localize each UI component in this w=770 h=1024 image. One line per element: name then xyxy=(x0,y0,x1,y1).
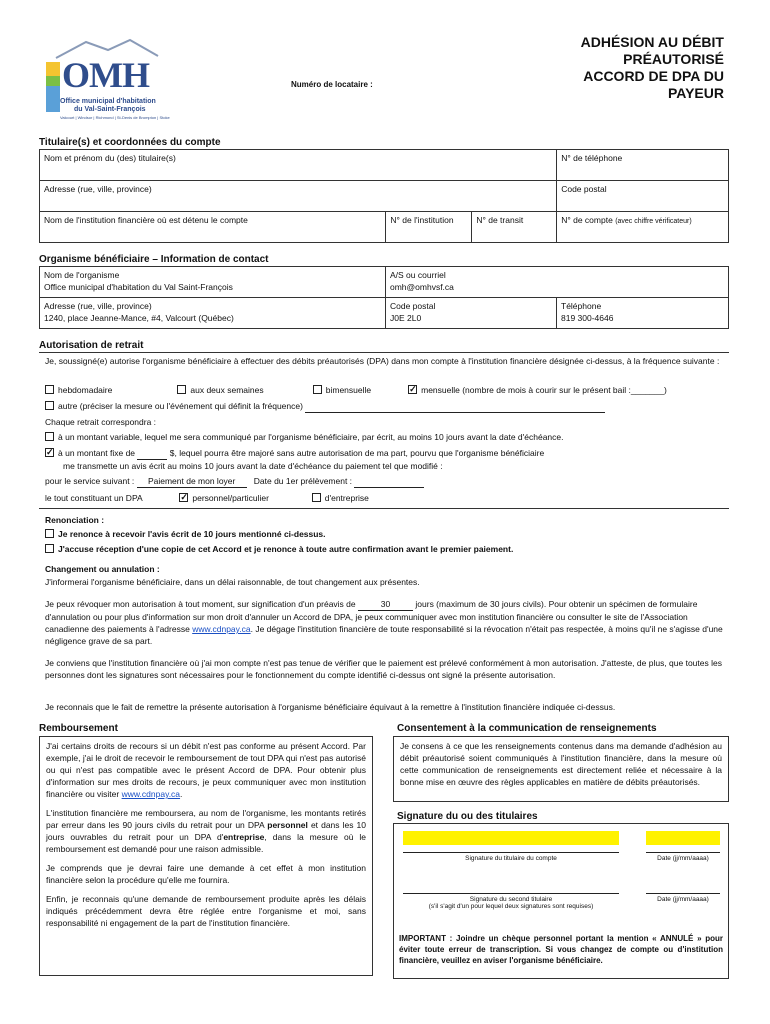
dpa-personnel-checkbox[interactable] xyxy=(179,493,188,502)
titulaires-table xyxy=(39,149,729,243)
logo-line1: Office municipal d'habitation xyxy=(60,98,156,105)
institution-field[interactable]: Nom de l'institution financière où est détenu le compte xyxy=(40,212,386,243)
cdnpay-link-2[interactable]: www.cdnpay.ca xyxy=(121,789,181,799)
remboursement-p3: Je comprends que je devrai faire une demande à cet effet à mon institution financière selon la procédure qu'elle me fournira. xyxy=(46,863,366,885)
nom-field[interactable]: Nom et prénom du (des) titulaire(s) xyxy=(40,150,557,181)
chaque-retrait: Chaque retrait correspondra : xyxy=(45,417,157,427)
freq-bimensuelle-checkbox[interactable] xyxy=(313,385,322,394)
signature-second-line[interactable]: Signature du second titulaire (s'il s'agit d'un pour lequel deux signatures sont requises) xyxy=(403,893,619,910)
accuse-reception-checkbox[interactable] xyxy=(45,544,54,553)
locataire-label: Numéro de locataire : xyxy=(291,80,373,89)
no-compte-field[interactable]: N° de compte (avec chiffre vérificateur) xyxy=(557,212,729,243)
consentement-box: Je consens à ce que les renseignements contenus dans ma demande d'adhésion au débit préautorisé soient communiqués à l'institution financière, dans la mesure où cette communication de renseignements est directement reliée et nécessaire à la bonne mise en œuvre des règles applicables en matière de débits préautorisés. xyxy=(393,736,729,802)
renonciation-heading: Renonciation : xyxy=(45,515,105,525)
montant-variable-checkbox[interactable] xyxy=(45,432,54,441)
autorisation-intro: Je, soussigné(e) autorise l'organisme bénéficiaire à effectuer des débits préautorisés (DPA) dans mon compte à l'institution financière désignée ci-dessus, à la fréquence suivante : xyxy=(45,356,720,366)
organisme-nom-label: Nom de l'organisme xyxy=(44,270,120,280)
organisme-email: omh@omhvsf.ca xyxy=(390,282,454,292)
date-prelevement-field[interactable] xyxy=(354,475,424,488)
dpa-entreprise-checkbox[interactable] xyxy=(312,493,321,502)
freq-autre-checkbox[interactable] xyxy=(45,401,54,410)
omh-logo xyxy=(38,36,170,126)
organisme-table xyxy=(39,266,729,329)
organisme-heading: Organisme bénéficiaire – Information de contact xyxy=(39,254,269,265)
organisme-tel-value: 819 300-4646 xyxy=(561,313,614,323)
service-field[interactable]: Paiement de mon loyer xyxy=(137,475,247,488)
autorisation-heading: Autorisation de retrait xyxy=(39,340,144,351)
freq-deux-semaines-checkbox[interactable] xyxy=(177,385,186,394)
preavis-days: 30 xyxy=(358,598,413,611)
telephone-field[interactable]: N° de téléphone xyxy=(557,150,729,181)
autre-field[interactable] xyxy=(305,400,605,413)
logo-line3: Valcourt | Windsor | Richmond | St-Denis de Brompton | Stoke xyxy=(60,115,170,120)
organisme-adresse-label: Adresse (rue, ville, province) xyxy=(44,301,152,311)
renonce-avis-checkbox[interactable] xyxy=(45,529,54,538)
organisme-tel-label: Téléphone xyxy=(561,301,602,311)
changement-p2: Je peux révoquer mon autorisation à tout moment, sur signification d'un préavis de 30 jours (maximum de 30 jours civils). Pour obtenir un spécimen de formulaire d'annulation ou pour plus d'information sur mon droit d'annuler un Accord de DPA, je peux communiquer avec mon institution financière ou consulter le site de l'Association canadienne des paiements à l'adresse www.cdnpay.ca. Je dégage l'institution financière de toute responsabilité si la révocation n'était pas respectée, à moins qu'il ne s'agisse d'une négligence grave de sa part. xyxy=(45,599,723,646)
remboursement-p4: Enfin, je reconnais qu'une demande de remboursement produite après les délais indiqués précédemment devra être réglée entre l'organisme et moi, sans responsabilité ni engagement de la part de l'institution financière. xyxy=(46,894,366,928)
changement-p3: Je conviens que l'institution financière où j'ai mon compte n'est pas tenue de vérifier que le paiement est prélevé conformément à mon autorisation. J'atteste, de plus, que toutes les personnes dont les signatures sont nécessaires pour le fonctionnement du compte identifié ci-dessus ont signé la présente autorisation. xyxy=(45,658,722,680)
no-transit-field[interactable]: N° de transit xyxy=(472,212,557,243)
date-highlight[interactable] xyxy=(646,831,720,845)
cdnpay-link[interactable]: www.cdnpay.ca xyxy=(192,624,251,634)
signature-heading: Signature du ou des titulaires xyxy=(397,811,538,822)
remboursement-heading: Remboursement xyxy=(39,723,118,734)
document-title: ADHÉSION AU DÉBIT PRÉAUTORISÉ ACCORD DE DPA DU PAYEUR xyxy=(580,34,724,101)
organisme-cp-value: J0E 2L0 xyxy=(390,313,422,323)
changement-p4: Je reconnais que le fait de remettre la présente autorisation à l'organisme bénéficiaire équivaut à la remettre à l'institution financière indiquée ci-dessus. xyxy=(45,702,616,712)
organisme-adresse-value: 1240, place Jeanne-Mance, #4, Valcourt (Québec) xyxy=(44,313,234,323)
logo-brand: OMH xyxy=(62,55,149,95)
changement-p1: J'informerai l'organisme bénéficiaire, dans un délai raisonnable, de tout changement aux présentes. xyxy=(45,577,420,587)
adresse-field[interactable]: Adresse (rue, ville, province) xyxy=(40,181,557,212)
titulaires-heading: Titulaire(s) et coordonnées du compte xyxy=(39,137,221,148)
important-note: IMPORTANT : Joindre un chèque personnel portant la mention « ANNULÉ » pour éviter toute erreur de transcription. Si vous changez de compte ou d'institution financière, veuillez en aviser l'organisme bénéficiaire. xyxy=(399,934,723,965)
organisme-as-label: A/S ou courriel xyxy=(390,270,446,280)
montant-fixe-checkbox[interactable] xyxy=(45,448,54,457)
montant-fixe-field[interactable] xyxy=(137,447,167,460)
organisme-cp-label: Code postal xyxy=(390,301,436,311)
signature-highlight[interactable] xyxy=(403,831,619,845)
code-postal-field[interactable]: Code postal xyxy=(557,181,729,212)
organisme-nom-value: Office municipal d'habitation du Val Saint-François xyxy=(44,282,233,292)
freq-mensuelle-checkbox[interactable] xyxy=(408,385,417,394)
date-second-line[interactable]: Date (jj/mm/aaaa) xyxy=(646,893,720,903)
date-titulaire-line[interactable]: Date (jj/mm/aaaa) xyxy=(646,852,720,862)
no-institution-field[interactable]: N° de l'institution xyxy=(386,212,472,243)
remboursement-box: J'ai certains droits de recours si un débit n'est pas conforme au présent Accord. Par exemple, j'ai le droit de recevoir le remboursement de tout DPA qui n'est pas autorisé ou qui n'est pas compatible avec le présent Accord de DPA. Pour obtenir plus d'information sur mes droits de recours, je peux communiquer avec mon institution financière ou visiter www.cdnpay.ca. L'institution financière me remboursera, au nom de l'organisme, les montants retirés par erreur dans les 90 jours civils du retrait pour un DPA personnel et dans les 10 jours ouvrables du retrait pour un DPA d'entreprise, dans la mesure où le remboursement est demandé pour une raison admissible. Je comprends que je devrai faire une demande à cet effet à mon institution financière selon la procédure qu'elle me fournira. Enfin, je reconnais qu'une demande de remboursement produite après les délais indiqués précédemment devra être réglée entre l'organisme et moi, sans responsabilité ni engagement de la part de l'institution financière. xyxy=(39,736,373,976)
freq-hebdo-checkbox[interactable] xyxy=(45,385,54,394)
consentement-heading: Consentement à la communication de renseignements xyxy=(397,723,657,734)
logo-line2: du Val-Saint-François xyxy=(74,106,146,113)
signature-titulaire-line[interactable]: Signature du titulaire du compte xyxy=(403,852,619,862)
autorisation-section: Je, soussigné(e) autorise l'organisme bénéficiaire à effectuer des débits préautorisés (DPA) dans mon compte à l'institution financière désignée ci-dessus, à la fréquence suivante : hebdomadaire aux deux semaines bimensuelle ✓ mensuelle (nombre de mois à courir sur le présent bail :_______) autre (préciser la mesure ou l'événement qui définit la fréquence) Chaque retrait correspondra : à un montant variable, lequel me sera communiqué par l'organisme bénéficiaire, par écrit, au moins 10 jours avant la date d'échéance. ✓à un montant fixe de $, lequel pourra être majoré sans autre autorisation de ma part, pourvu que l'organisme bénéficiaire me transmette un avis écrit au moins 10 jours avant la date d'échéance du paiement tel que modifié : pour le service suivant : Paiement de mon loyer Date du 1er prélèvement : le tout constituant un DPA ✓ personnel/particulier d'entreprise xyxy=(39,352,729,516)
fixe-line3: me transmette un avis écrit au moins 10 jours avant la date d'échéance du paiement tel que modifié : xyxy=(63,461,443,471)
changement-heading: Changement ou annulation : xyxy=(45,564,160,574)
